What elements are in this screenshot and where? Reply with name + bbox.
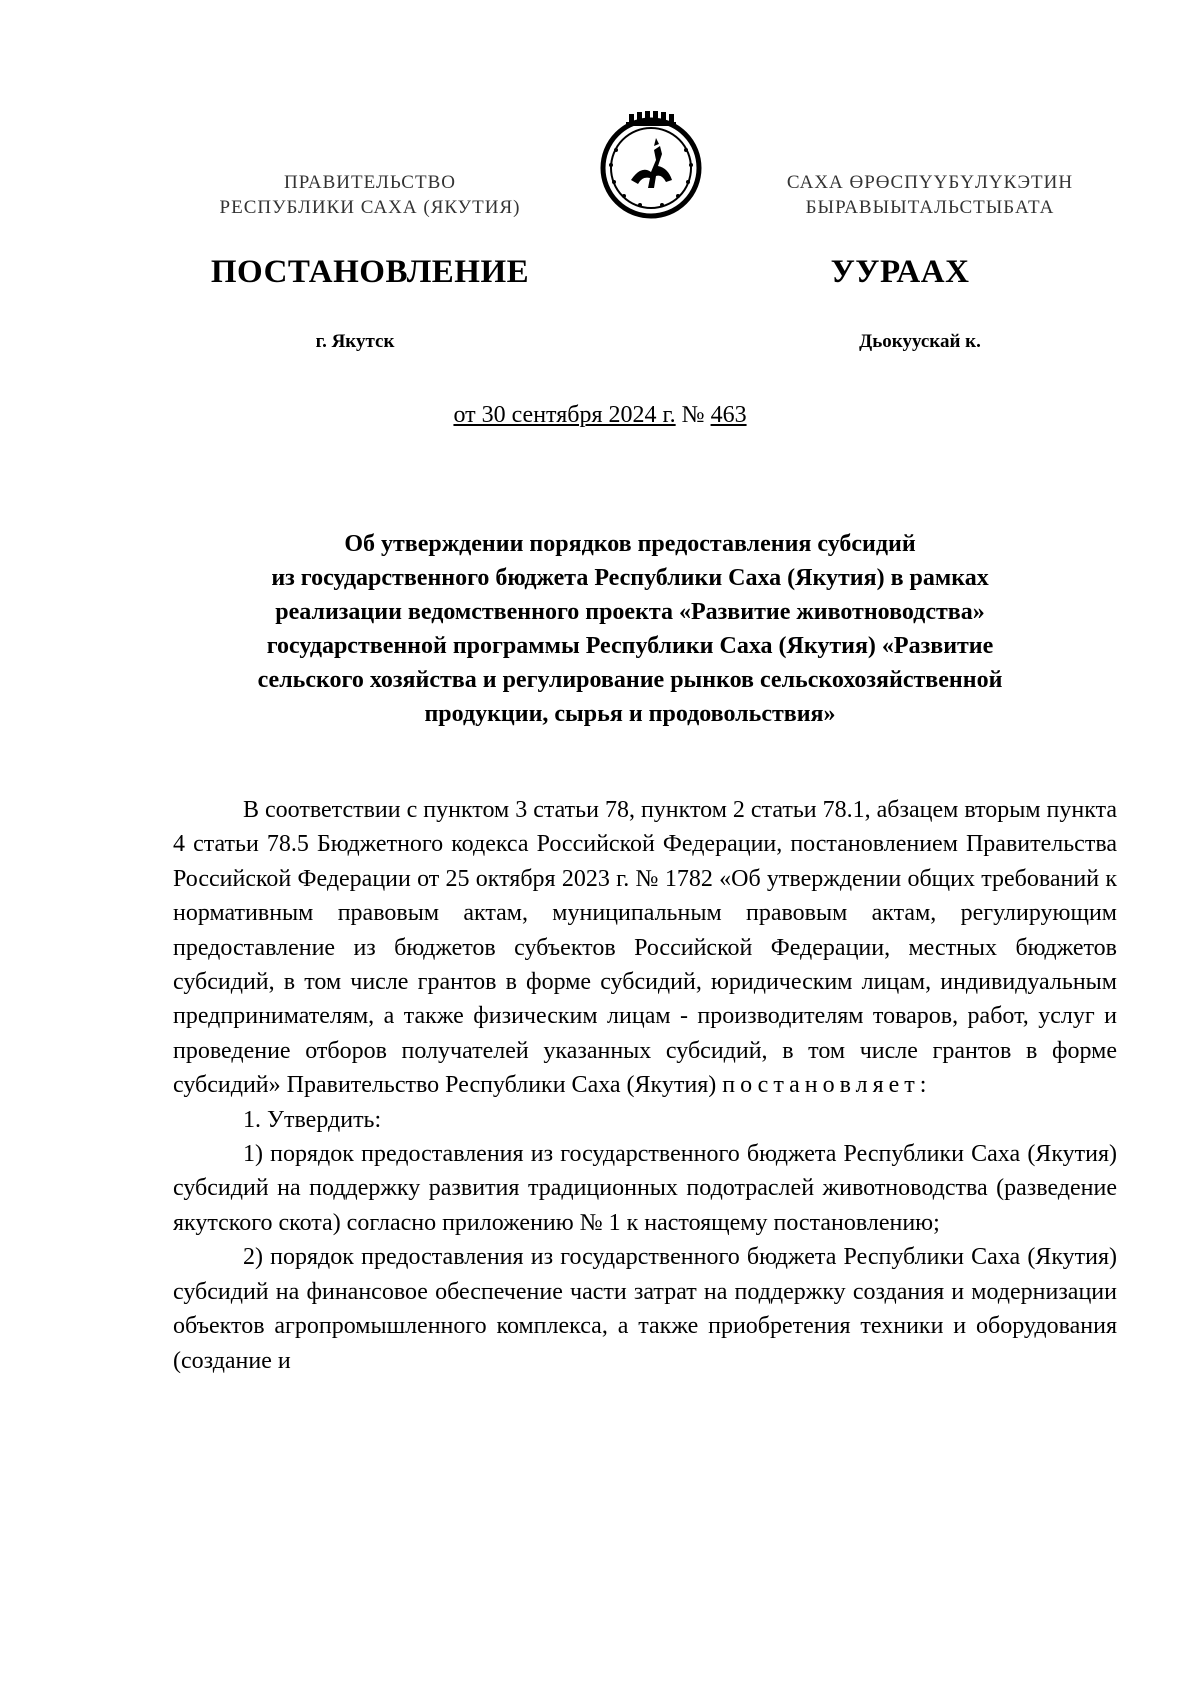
resolves-word: постановляет: bbox=[722, 1072, 932, 1099]
header-right bbox=[740, 170, 1120, 220]
header-left-line1: ПРАВИТЕЛЬСТВО bbox=[284, 172, 456, 193]
header-left bbox=[180, 170, 560, 220]
place-russian: г. Якутск bbox=[315, 331, 395, 352]
title-line: сельского хозяйства и регулирование рынков сельскохозяйственной bbox=[257, 667, 1003, 693]
title-line: из государственного бюджета Республики Саха (Якутия) в рамках bbox=[271, 565, 989, 591]
sub-item-1: 1) порядок предоставления из государственного бюджета Республики Саха (Якутия) субсидий на поддержку развития традиционных подотраслей животноводства (разведение якутского скота) согласно приложению № 1 к настоящему постановлению; bbox=[173, 1141, 1117, 1236]
title-line: Об утверждении порядков предоставления субсидий bbox=[344, 531, 916, 557]
place-yakut: Дьокуускай к. bbox=[859, 331, 981, 352]
doc-type-russian: ПОСТАНОВЛЕНИЕ bbox=[210, 254, 530, 290]
title-line: продукции, сырья и продовольствия» bbox=[424, 701, 836, 727]
document-number: 463 bbox=[710, 402, 747, 428]
preamble-text: В соответствии с пунктом 3 статьи 78, пунктом 2 статьи 78.1, абзацем вторым пункта 4 статьи 78.5 Бюджетного кодекса Российской Федерации, постановлением Правительства Российской Федерации от 25 октября 2023 г. № 1782 «Об утверждении общих требований к нормативным правовым актам, муниципальным правовым актам, регулирующим предоставление из бюджетов субъектов Российской Федерации, местных бюджетов субсидий, в том числе грантов в форме субсидий, юридическим лицам, индивидуальным предпринимателям, а также физическим лицам - производителям товаров, работ, услуг и проведение отборов получателей указанных субсидий, в том числе грантов в форме субсидий» Правительство Республики Саха (Якутия) bbox=[173, 797, 1117, 1099]
document-title bbox=[175, 527, 1085, 731]
coat-of-arms-emblem-icon bbox=[596, 110, 706, 220]
document-date: от 30 сентября 2024 г. bbox=[453, 402, 676, 428]
title-line: государственной программы Республики Саха (Якутия) «Развитие bbox=[266, 633, 994, 659]
number-sign: № bbox=[681, 402, 705, 428]
header-right-line2: БЫРАВЫЫТАЛЬСТЫБАТА bbox=[805, 197, 1055, 218]
document-body bbox=[173, 793, 1117, 1378]
header-left-line2: РЕСПУБЛИКИ САХА (ЯКУТИЯ) bbox=[219, 197, 521, 218]
title-line: реализации ведомственного проекта «Развитие животноводства» bbox=[275, 599, 985, 625]
item-1: 1. Утвердить: bbox=[243, 1106, 382, 1133]
doc-type-yakut: УУРААХ bbox=[830, 254, 970, 290]
header-right-line1: САХА ӨРӨСПҮҮБҮЛҮКЭТИН bbox=[786, 172, 1074, 193]
document-date-line bbox=[0, 402, 1200, 429]
preamble-paragraph bbox=[173, 793, 1117, 1103]
sub-item-2: 2) порядок предоставления из государственного бюджета Республики Саха (Якутия) субсидий на финансовое обеспечение части затрат на поддержку создания и модернизации объектов агропромышленного комплекса, а также приобретения техники и оборудования (создание и bbox=[173, 1244, 1117, 1374]
